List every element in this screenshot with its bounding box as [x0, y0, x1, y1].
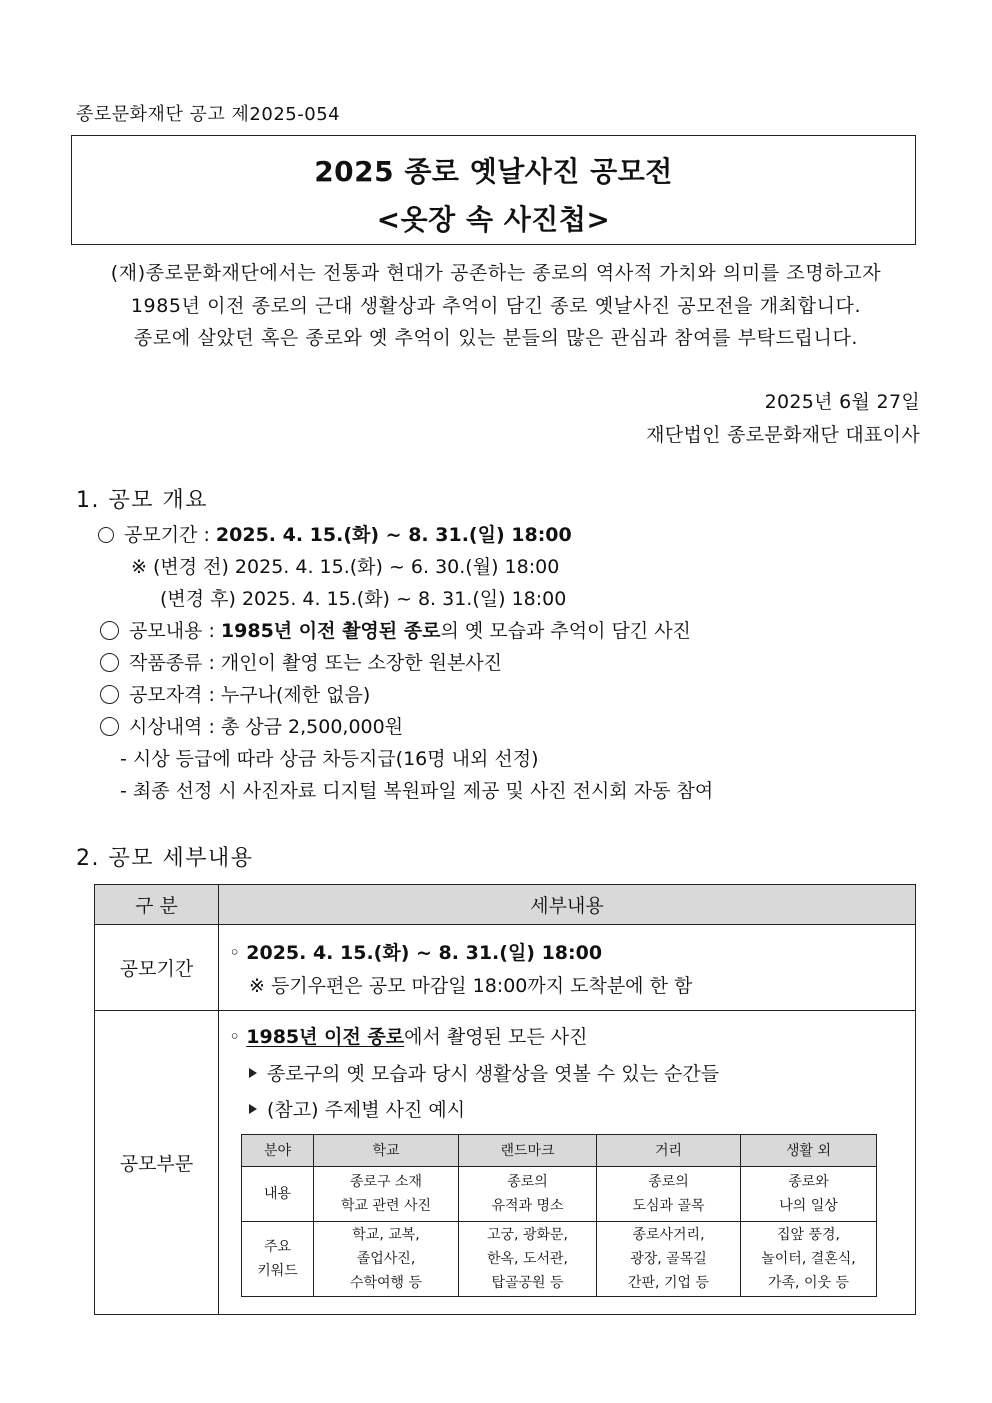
examples-table: [241, 1134, 877, 1297]
circle-bullet-icon: [100, 717, 119, 736]
period-change-after: (변경 후) 2025. 4. 15.(화) ~ 8. 31.(일) 18:00: [160, 588, 567, 610]
triangle-bullet-icon: [249, 1104, 257, 1114]
circle-bullet-icon: [100, 653, 119, 672]
examples-header-row: [242, 1135, 877, 1167]
category-bullet-2: [249, 1095, 465, 1122]
table-row: [95, 925, 916, 1011]
row-details-category: [219, 1011, 916, 1315]
examples-cell: 종로의 유적과 명소: [459, 1167, 597, 1222]
table-row: [95, 1011, 916, 1315]
examples-cell: 집앞 풍경, 놀이터, 결혼식, 가족, 이웃 등: [741, 1222, 877, 1297]
table-header-row: [95, 885, 916, 925]
examples-header: 학교: [314, 1135, 459, 1167]
title-box: [71, 135, 916, 245]
content-label: 공모내용 :: [129, 620, 221, 642]
row2-underlined: 1985년 이전 종로: [246, 1026, 405, 1048]
prize-item: [100, 712, 403, 739]
small-bullet-icon: ◦: [229, 942, 247, 964]
examples-header: 랜드마크: [459, 1135, 597, 1167]
row2-rest: 에서 촬영된 모든 사진: [404, 1026, 588, 1048]
examples-header: 거리: [597, 1135, 741, 1167]
content-item: [100, 616, 691, 643]
bullet-text: (참고) 주제별 사진 예시: [267, 1099, 466, 1121]
row-details-period: [219, 925, 916, 1011]
small-bullet-icon: ◦: [229, 1026, 247, 1048]
examples-cell: 종로와 나의 일상: [741, 1167, 877, 1222]
content-rest: 의 옛 모습과 추억이 담긴 사진: [440, 620, 691, 642]
bullet-text: 종로구의 옛 모습과 당시 생활상을 엿볼 수 있는 순간들: [267, 1063, 720, 1085]
intro-line-3: 종로에 살았던 혹은 종로와 옛 추억이 있는 분들의 많은 관심과 참여를 부탁드립니다.: [133, 327, 859, 349]
row1-note: ※ 등기우편은 공모 마감일 18:00까지 도착분에 한 함: [249, 975, 693, 997]
header-category: 구 분: [95, 885, 219, 925]
type-text: 작품종류 : 개인이 촬영 또는 소장한 원본사진: [129, 652, 503, 674]
circle-bullet-icon: [98, 527, 114, 543]
header-details: 세부내용: [219, 885, 916, 925]
triangle-bullet-icon: [249, 1068, 257, 1078]
examples-cell: 학교, 교복, 졸업사진, 수학여행 등: [314, 1222, 459, 1297]
examples-content-row: [242, 1167, 877, 1222]
notice-number: 종로문화재단 공고 제2025-054: [76, 104, 341, 125]
row-label-category: 공모부문: [95, 1011, 219, 1315]
issuer: 재단법인 종로문화재단 대표이사: [646, 424, 920, 446]
examples-header: 분야: [242, 1135, 314, 1167]
period-label: 공모기간 :: [124, 524, 216, 546]
circle-bullet-icon: [100, 685, 119, 704]
type-item: [100, 648, 502, 675]
period-item: [98, 520, 572, 547]
prize-text: 시상내역 : 총 상금 2,500,000원: [129, 716, 404, 738]
details-table: [94, 884, 916, 1315]
row1-period: 2025. 4. 15.(화) ~ 8. 31.(일) 18:00: [246, 942, 603, 964]
examples-cell: 고궁, 광화문, 한옥, 도서관, 탑골공원 등: [459, 1222, 597, 1297]
examples-row-label: 내용: [242, 1167, 314, 1222]
prize-note-1: - 시상 등급에 따라 상금 차등지급(16명 내외 선정): [120, 748, 539, 770]
examples-keyword-row: [242, 1222, 877, 1297]
row-label-period: 공모기간: [95, 925, 219, 1011]
examples-header: 생활 외: [741, 1135, 877, 1167]
examples-cell: 종로의 도심과 골목: [597, 1167, 741, 1222]
examples-cell: 종로구 소재 학교 관련 사진: [314, 1167, 459, 1222]
intro-line-1: (재)종로문화재단에서는 전통과 현대가 공존하는 종로의 역사적 가치와 의미를 조명하고자: [110, 262, 882, 284]
period-line: [229, 938, 602, 965]
section1-heading: 1. 공모 개요: [76, 488, 208, 513]
eligibility-text: 공모자격 : 누구나(제한 없음): [129, 684, 371, 706]
section2-heading: 2. 공모 세부내용: [76, 846, 254, 871]
examples-row-label: 주요 키워드: [242, 1222, 314, 1297]
prize-note-2: - 최종 선정 시 사진자료 디지털 복원파일 제공 및 사진 전시회 자동 참여: [120, 780, 714, 802]
category-bullet-1: [249, 1059, 719, 1086]
content-bold: 1985년 이전 촬영된 종로: [220, 620, 441, 642]
announcement-date: 2025년 6월 27일: [764, 391, 920, 413]
examples-cell: 종로사거리, 광장, 골목길 간판, 기업 등: [597, 1222, 741, 1297]
intro-line-2: 1985년 이전 종로의 근대 생활상과 추억이 담긴 종로 옛날사진 공모전을 개최합니다.: [130, 295, 862, 317]
eligibility-item: [100, 680, 370, 707]
category-main-line: [229, 1022, 587, 1049]
period-value: 2025. 4. 15.(화) ~ 8. 31.(일) 18:00: [215, 524, 572, 546]
page-subtitle: <옷장 속 사진첩>: [376, 203, 611, 236]
circle-bullet-icon: [100, 621, 119, 640]
period-change-before: ※ (변경 전) 2025. 4. 15.(화) ~ 6. 30.(월) 18:00: [131, 556, 560, 578]
page-title: 2025 종로 옛날사진 공모전: [314, 155, 673, 188]
